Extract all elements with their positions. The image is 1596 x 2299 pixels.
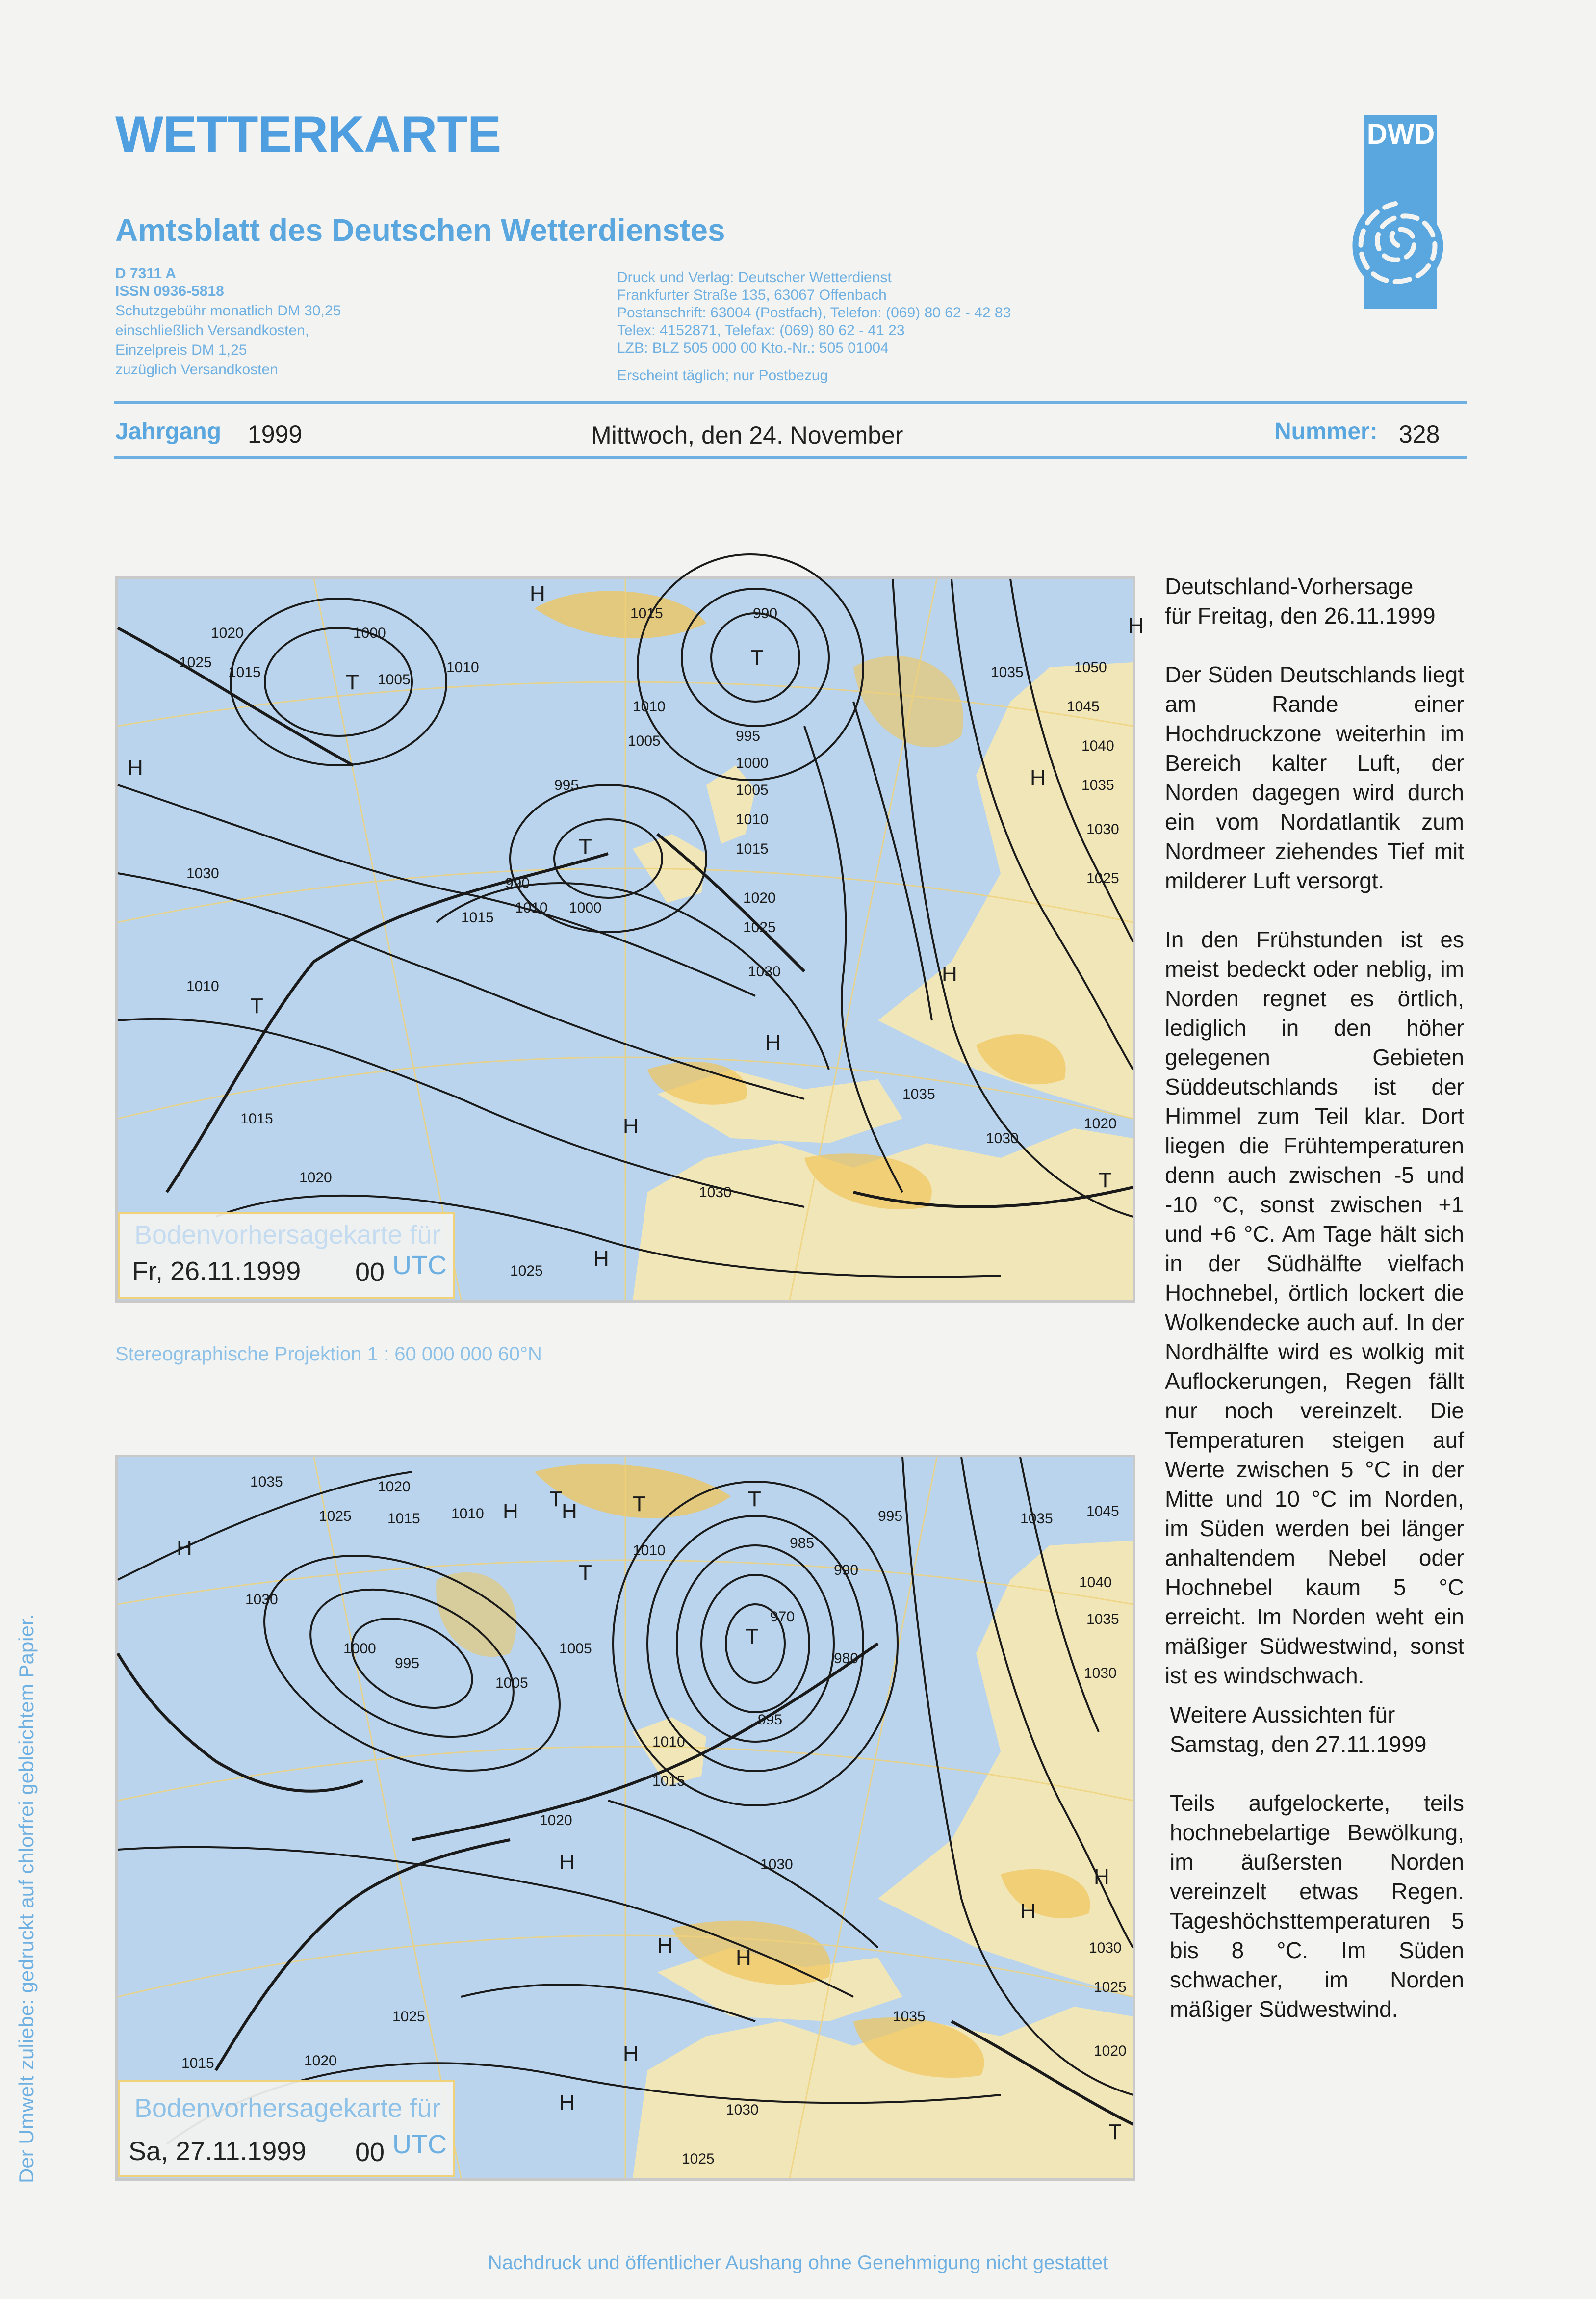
svg-text:1020: 1020 xyxy=(540,1812,572,1829)
map2-caption-date: Sa, 27.11.1999 xyxy=(129,2137,307,2166)
forecast-heading-line: Deutschland-Vorhersage xyxy=(1165,574,1414,599)
svg-text:1045: 1045 xyxy=(1067,699,1100,715)
svg-text:990: 990 xyxy=(505,875,530,891)
publisher-line: Frankfurter Straße 135, 63067 Offenbach xyxy=(617,287,887,303)
svg-text:995: 995 xyxy=(554,777,579,793)
svg-text:1020: 1020 xyxy=(304,2053,337,2069)
svg-text:995: 995 xyxy=(395,1655,420,1672)
publisher-info xyxy=(617,269,1011,385)
svg-text:H: H xyxy=(657,1933,673,1958)
svg-text:1010: 1010 xyxy=(186,978,219,994)
svg-text:H: H xyxy=(128,756,143,780)
outlook-paragraph: Teils aufgelockerte, teils hochnebelartige Bewölkung, im äußersten Norden vereinzelt etwas Regen. Tageshöchsttemperaturen 5 bis 8 °C. Im Süden schwacher, im Norden mäßiger Südwestwind. xyxy=(1170,1790,1464,2022)
svg-text:1040: 1040 xyxy=(1081,738,1114,754)
svg-text:1035: 1035 xyxy=(991,664,1024,680)
footer-note: Nachdruck und öffentlicher Aushang ohne Genehmigung nicht gestattet xyxy=(488,2252,1108,2273)
map2-caption-title: Bodenvorhersagekarte für xyxy=(134,2093,441,2123)
svg-text:1025: 1025 xyxy=(743,919,776,936)
svg-text:H: H xyxy=(559,2090,575,2115)
dwd-spiral-icon xyxy=(1305,182,1471,309)
svg-text:T: T xyxy=(579,835,592,859)
svg-text:1020: 1020 xyxy=(378,1479,411,1495)
svg-text:1005: 1005 xyxy=(736,782,769,798)
projection-note: Stereographische Projektion 1 : 60 000 000 60°N xyxy=(115,1343,542,1365)
svg-text:T: T xyxy=(748,1487,761,1511)
svg-text:1010: 1010 xyxy=(515,900,548,916)
svg-text:H: H xyxy=(765,1031,781,1055)
svg-text:H: H xyxy=(942,962,957,986)
publication-codes xyxy=(115,265,341,379)
page-title: WETTERKARTE xyxy=(115,106,501,163)
svg-text:T: T xyxy=(633,1492,646,1516)
svg-text:1020: 1020 xyxy=(1094,2043,1127,2059)
svg-text:1010: 1010 xyxy=(652,1734,685,1750)
svg-text:T: T xyxy=(346,670,359,694)
svg-text:1015: 1015 xyxy=(652,1773,685,1789)
page-subtitle: Amtsblatt des Deutschen Wetterdienstes xyxy=(115,212,725,248)
forecast-map-saturday xyxy=(115,1455,1135,2181)
map-graphic xyxy=(118,579,1144,1300)
svg-text:1015: 1015 xyxy=(736,841,769,857)
svg-text:1020: 1020 xyxy=(1084,1116,1117,1132)
publisher-line: Postanschrift: 63004 (Postfach), Telefon: (069) 80 62 - 42 83 xyxy=(617,305,1011,321)
svg-text:H: H xyxy=(1094,1865,1109,1889)
map1-caption-utc: UTC xyxy=(392,1251,447,1280)
svg-text:H: H xyxy=(177,1536,192,1560)
svg-text:1035: 1035 xyxy=(1020,1511,1053,1527)
map1-caption-time: 00 xyxy=(355,1257,385,1287)
svg-text:1040: 1040 xyxy=(1079,1574,1112,1591)
svg-text:1025: 1025 xyxy=(179,654,212,671)
issue-date: Mittwoch, den 24. November xyxy=(591,421,903,449)
forecast-heading xyxy=(1165,572,1464,630)
svg-text:1010: 1010 xyxy=(633,699,666,715)
svg-text:1010: 1010 xyxy=(451,1506,484,1522)
svg-text:985: 985 xyxy=(790,1535,815,1551)
svg-text:H: H xyxy=(1128,614,1144,638)
svg-text:1030: 1030 xyxy=(986,1130,1019,1147)
svg-text:1025: 1025 xyxy=(1094,1979,1127,1995)
svg-text:1025: 1025 xyxy=(392,2009,425,2025)
side-note: Der Umwelt zuliebe: gedruckt auf chlorfrei gebleichtem Papier. xyxy=(15,1614,38,2183)
svg-text:1000: 1000 xyxy=(343,1641,376,1657)
svg-text:H: H xyxy=(623,1114,639,1138)
svg-text:995: 995 xyxy=(758,1712,783,1728)
outlook-column xyxy=(1170,1700,1464,2024)
svg-text:1030: 1030 xyxy=(245,1592,278,1608)
publisher-line: Druck und Verlag: Deutscher Wetterdienst xyxy=(617,269,892,286)
svg-text:H: H xyxy=(559,1850,575,1874)
dwd-logo-text: DWD xyxy=(1366,118,1435,150)
forecast-map-friday xyxy=(115,576,1144,1303)
outlook-heading-line: Samstag, den 27.11.1999 xyxy=(1170,1731,1427,1757)
svg-text:1030: 1030 xyxy=(699,1184,732,1201)
year-value: 1999 xyxy=(248,420,303,448)
map-graphic xyxy=(118,1457,1133,2178)
svg-text:1035: 1035 xyxy=(1081,777,1114,793)
svg-text:H: H xyxy=(1020,1899,1036,1923)
svg-text:1050: 1050 xyxy=(1074,659,1107,676)
year-label: Jahrgang xyxy=(115,418,222,444)
svg-text:H: H xyxy=(530,582,545,606)
fee-line: Einzelpreis DM 1,25 xyxy=(115,342,247,358)
svg-text:980: 980 xyxy=(834,1650,859,1667)
map2-caption-utc: UTC xyxy=(392,2130,447,2159)
svg-text:1035: 1035 xyxy=(1086,1611,1119,1627)
svg-text:1025: 1025 xyxy=(319,1508,352,1524)
header-rule-top xyxy=(114,401,1467,404)
svg-text:1035: 1035 xyxy=(893,2009,926,2025)
header-rule-bottom xyxy=(114,456,1467,459)
map1-caption xyxy=(118,1212,455,1299)
svg-text:1030: 1030 xyxy=(760,1856,793,1873)
svg-text:1020: 1020 xyxy=(211,625,244,641)
svg-text:990: 990 xyxy=(753,605,778,622)
svg-text:1025: 1025 xyxy=(510,1263,543,1279)
svg-text:T: T xyxy=(250,994,263,1018)
fee-line: Schutzgebühr monatlich DM 30,25 xyxy=(115,303,341,319)
outlook-heading xyxy=(1170,1700,1464,1759)
map1-caption-title: Bodenvorhersagekarte für xyxy=(134,1220,441,1250)
svg-text:1010: 1010 xyxy=(446,659,479,676)
map2-caption xyxy=(118,2080,455,2177)
publisher-line: Telex: 4152871, Telefax: (069) 80 62 - 41 23 xyxy=(617,322,905,339)
fee-line: zuzüglich Versandkosten xyxy=(115,362,278,378)
svg-text:1030: 1030 xyxy=(186,865,219,882)
svg-text:1000: 1000 xyxy=(353,625,386,641)
svg-text:1030: 1030 xyxy=(726,2102,759,2118)
publisher-line: LZB: BLZ 505 000 00 Kto.-Nr.: 505 01004 xyxy=(617,340,889,356)
svg-text:1005: 1005 xyxy=(378,672,411,688)
svg-text:995: 995 xyxy=(878,1508,903,1524)
svg-text:H: H xyxy=(562,1499,577,1523)
svg-text:T: T xyxy=(1099,1168,1112,1192)
svg-text:1030: 1030 xyxy=(1084,1665,1117,1681)
svg-text:H: H xyxy=(1030,766,1046,790)
svg-text:H: H xyxy=(623,2041,639,2065)
outlook-heading-line: Weitere Aussichten für xyxy=(1170,1702,1395,1727)
svg-text:1015: 1015 xyxy=(228,664,261,680)
svg-text:1035: 1035 xyxy=(250,1474,283,1490)
svg-text:T: T xyxy=(1108,2120,1122,2144)
issn: ISSN 0936-5818 xyxy=(115,283,224,299)
svg-text:990: 990 xyxy=(834,1562,859,1578)
svg-text:H: H xyxy=(736,1946,751,1970)
svg-text:1015: 1015 xyxy=(387,1511,420,1527)
forecast-column xyxy=(1165,572,1464,1690)
svg-text:995: 995 xyxy=(736,728,761,744)
svg-text:T: T xyxy=(579,1561,592,1585)
svg-text:1020: 1020 xyxy=(743,890,776,906)
svg-text:T: T xyxy=(549,1487,563,1511)
svg-text:H: H xyxy=(593,1247,609,1271)
svg-text:1000: 1000 xyxy=(736,755,769,771)
svg-text:1010: 1010 xyxy=(633,1542,666,1559)
number-value: 328 xyxy=(1399,420,1440,448)
frequency-note: Erscheint täglich; nur Postbezug xyxy=(617,367,828,384)
svg-text:T: T xyxy=(746,1624,759,1648)
svg-text:T: T xyxy=(750,646,764,670)
svg-text:1005: 1005 xyxy=(628,733,661,749)
forecast-paragraph: Der Süden Deutschlands liegt am Rande einer Hochdruckzone weiterhin im Bereich kalter Luft, der Norden dagegen wird durch ein vom Nordatlantik zum Nordmeer ziehendes Tief mit milderer Luft versorgt. xyxy=(1165,662,1464,893)
map1-caption-date: Fr, 26.11.1999 xyxy=(132,1256,301,1286)
svg-text:H: H xyxy=(503,1499,518,1523)
svg-text:1005: 1005 xyxy=(495,1675,528,1691)
svg-text:1000: 1000 xyxy=(569,900,602,916)
svg-text:1030: 1030 xyxy=(748,964,781,980)
svg-text:1015: 1015 xyxy=(240,1111,273,1127)
id-code: D 7311 A xyxy=(115,265,176,282)
forecast-heading-line: für Freitag, den 26.11.1999 xyxy=(1165,603,1436,628)
svg-text:1015: 1015 xyxy=(461,910,494,926)
svg-text:1020: 1020 xyxy=(299,1170,332,1186)
svg-text:1025: 1025 xyxy=(682,2151,715,2167)
forecast-paragraph: In den Frühstunden ist es meist bedeckt oder neblig, im Norden regnet es örtlich, lediglich in den höher gelegenen Gebieten Süddeutschlands ist der Himmel zum Teil klar. Dort liegen die Frühtemperaturen denn auch zwischen -5 und -10 °C, sonst zwischen +1 und +6 °C. Am Tage hält sich in der Südhälfte vielfach Hochnebel, örtlich lockert die Wolkendecke auch auf. In der Nordhälfte wird es wolkig mit Auflockerungen, Regen fällt nur noch vereinzelt. Die Temperaturen steigen auf Werte zwischen 5 °C in der Mitte und 10 °C im Norden, im Süden werden bei länger anhaltendem Nebel oder Hochnebel kaum 5 °C erreicht. Im Norden weht ein mäßiger Südwestwind, sonst ist es windschwach. xyxy=(1165,927,1464,1688)
svg-text:1005: 1005 xyxy=(559,1641,592,1657)
svg-text:1010: 1010 xyxy=(736,811,769,828)
map2-caption-time: 00 xyxy=(355,2138,385,2167)
svg-text:1025: 1025 xyxy=(1086,870,1119,887)
svg-text:1035: 1035 xyxy=(902,1086,935,1102)
svg-text:970: 970 xyxy=(770,1609,795,1625)
svg-text:1030: 1030 xyxy=(1086,821,1119,837)
svg-text:1030: 1030 xyxy=(1089,1940,1122,1956)
number-label: Nummer: xyxy=(1274,418,1378,444)
fee-line: einschließlich Versandkosten, xyxy=(115,322,309,339)
svg-text:1015: 1015 xyxy=(630,605,663,622)
svg-text:1045: 1045 xyxy=(1086,1503,1119,1519)
svg-text:1015: 1015 xyxy=(181,2055,214,2071)
